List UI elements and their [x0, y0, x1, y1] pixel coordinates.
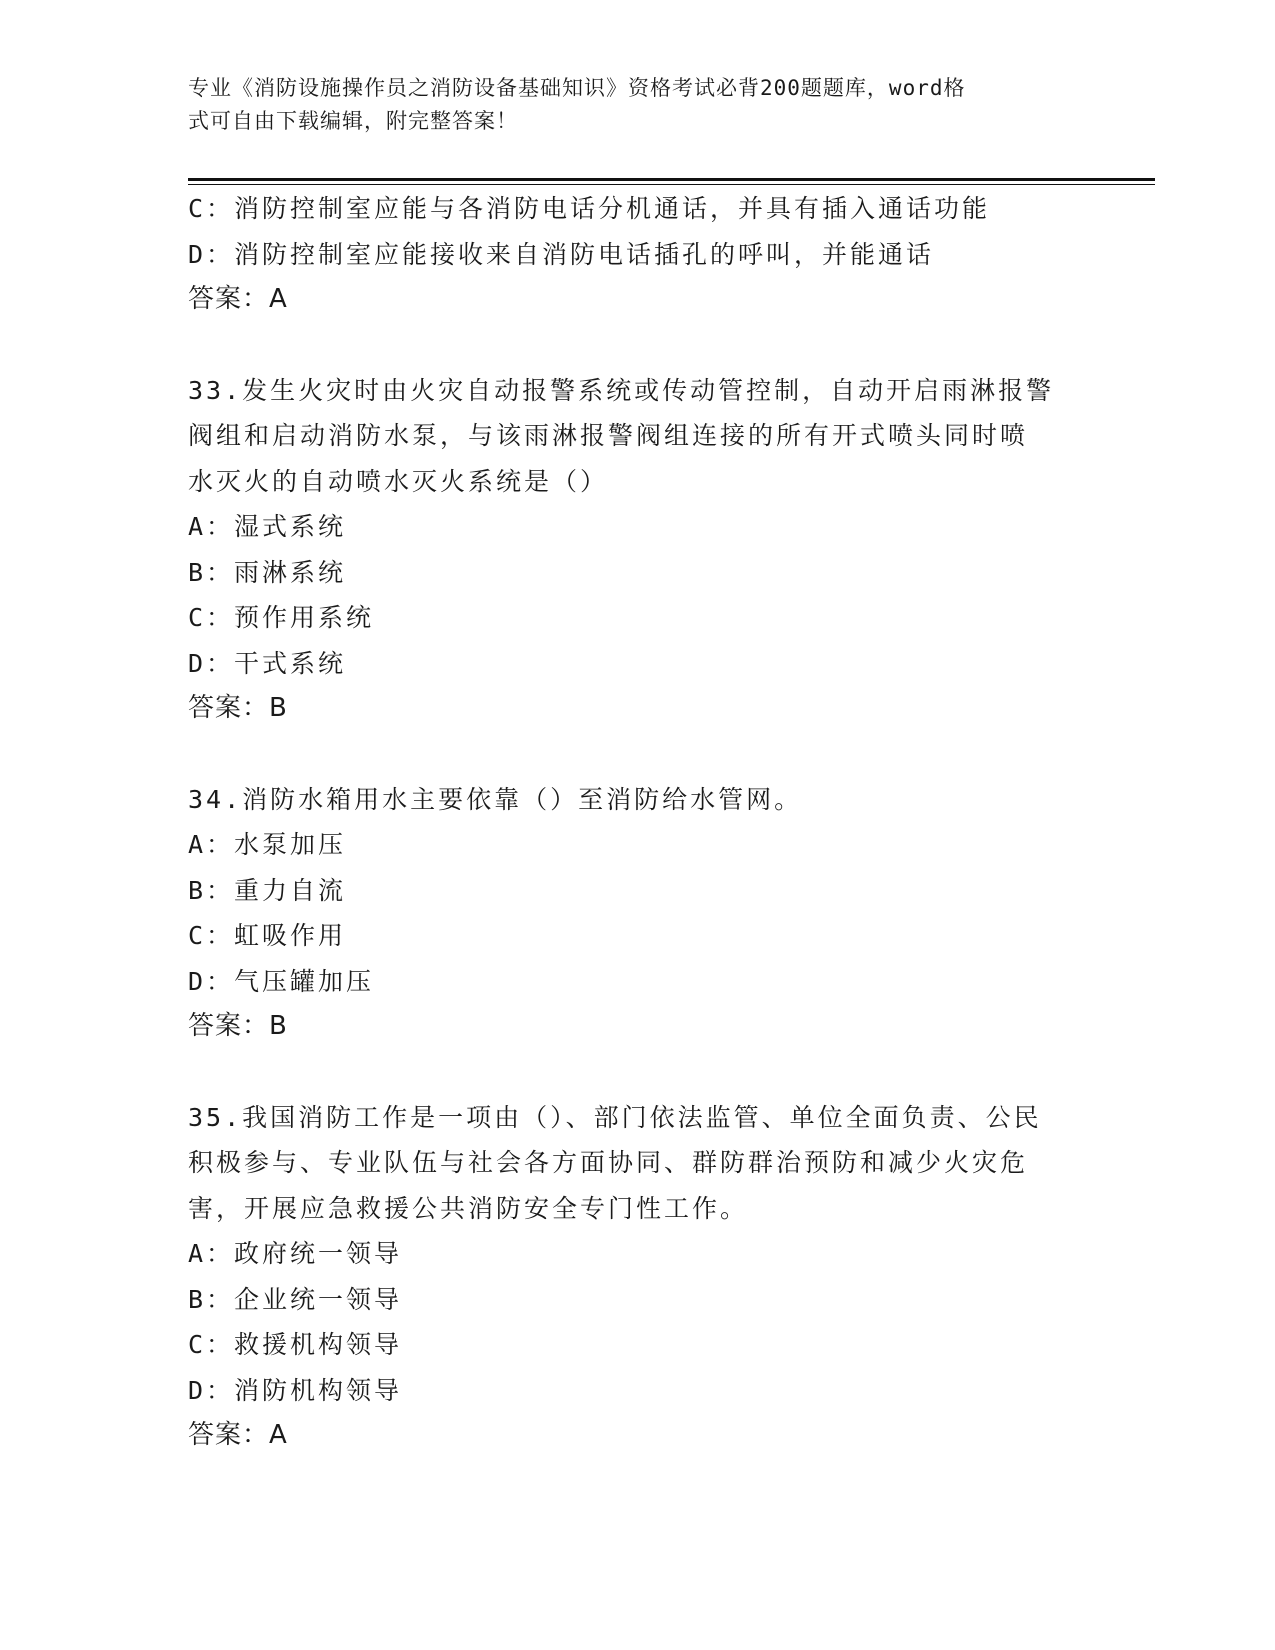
question-stem-line: 害，开展应急救援公共消防安全专门性工作。	[188, 1193, 749, 1223]
option-d: D：消防机构领导	[188, 1375, 403, 1405]
option-b: B：雨淋系统	[188, 557, 347, 587]
question-stem-line: 阀组和启动消防水泵，与该雨淋报警阀组连接的所有开式喷头同时喷	[188, 421, 1029, 450]
header-divider-thick	[188, 178, 1155, 181]
previous-question-tail	[188, 186, 1088, 323]
header-line-1: 专业《消防设施操作员之消防设备基础知识》资格考试必背200题题库，word格	[188, 76, 966, 100]
option-a: A：政府统一领导	[188, 1239, 403, 1268]
answer-line: 答案：B	[188, 693, 288, 723]
option-c: C：预作用系统	[188, 603, 375, 632]
answer-line: 答案：A	[188, 284, 288, 314]
option-a: A：湿式系统	[188, 512, 347, 541]
question-stem-line: 积极参与、专业队伍与社会各方面协同、群防群治预防和减少火灾危	[188, 1148, 1029, 1177]
option-b: B：重力自流	[188, 875, 347, 905]
question-stem-line: 35.我国消防工作是一项由（）、部门依法监管、单位全面负责、公民	[188, 1102, 1042, 1132]
question-33	[188, 368, 1088, 732]
question-stem-line: 33.发生火灾时由火灾自动报警系统或传动管控制，自动开启雨淋报警	[188, 375, 1055, 405]
option-d: D：消防控制室应能接收来自消防电话插孔的呼叫，并能通话	[188, 239, 935, 269]
question-content	[188, 186, 1088, 1459]
option-c: C：消防控制室应能与各消防电话分机通话，并具有插入通话功能	[188, 194, 991, 223]
question-35	[188, 1095, 1088, 1459]
document-header	[188, 72, 1068, 138]
answer-line: 答案：A	[188, 1420, 288, 1450]
option-d: D：气压罐加压	[188, 966, 375, 996]
option-d: D：干式系统	[188, 648, 347, 678]
answer-line: 答案：B	[188, 1011, 288, 1041]
header-line-2: 式可自由下载编辑，附完整答案！	[188, 109, 518, 133]
question-34	[188, 777, 1088, 1050]
question-stem-line: 水灭火的自动喷水灭火系统是（）	[188, 466, 609, 496]
header-divider-thin	[188, 184, 1155, 185]
question-stem-line: 34.消防水箱用水主要依靠（）至消防给水管网。	[188, 784, 803, 814]
option-c: C：虹吸作用	[188, 921, 347, 950]
option-c: C：救援机构领导	[188, 1330, 403, 1359]
option-a: A：水泵加压	[188, 830, 347, 859]
option-b: B：企业统一领导	[188, 1284, 403, 1314]
